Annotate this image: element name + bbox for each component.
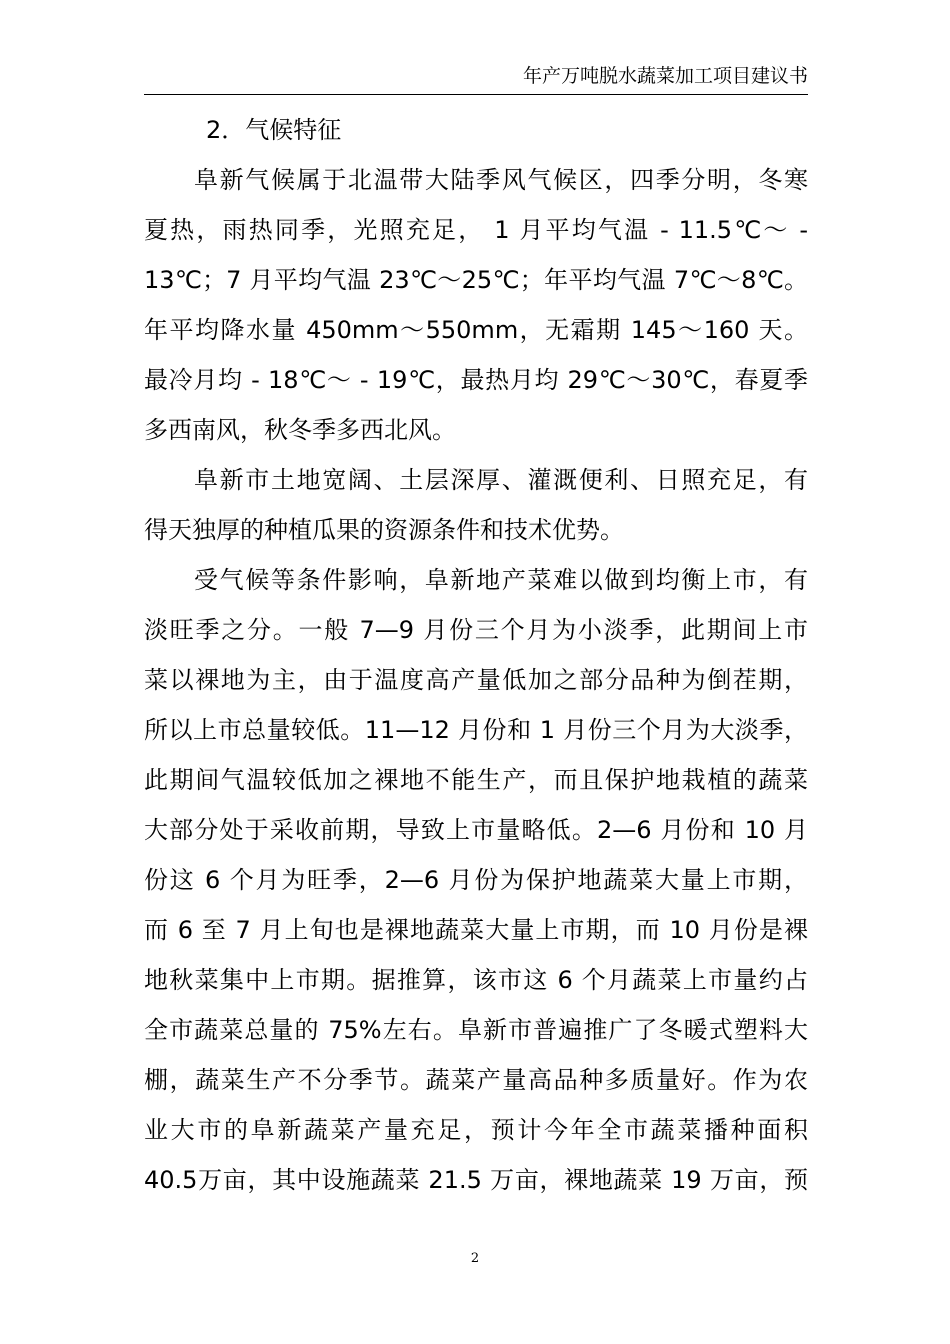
text-line: 年平均降水量 450mm～550mm，无霜期 145～160 天。 — [144, 316, 808, 344]
paragraph-land — [144, 455, 808, 555]
text-line: 阜新市土地宽阔、土层深厚、灌溉便利、日照充足，有 — [194, 466, 808, 494]
text-line: 淡旺季之分。一般 7—9 月份三个月为小淡季，此期间上市 — [144, 616, 808, 644]
text-line: 份这 6 个月为旺季，2—6 月份为保护地蔬菜大量上市期， — [144, 866, 808, 894]
text-line: 大部分处于采收前期，导致上市量略低。2—6 月份和 10 月 — [144, 816, 808, 844]
section-heading: 2．气候特征 — [206, 116, 342, 144]
paragraph-seasons — [144, 555, 808, 1205]
page-header — [144, 58, 808, 95]
page-number: 2 — [470, 1251, 480, 1266]
text-line: 地秋菜集中上市期。据推算，该市这 6 个月蔬菜上市量约占 — [144, 966, 808, 994]
text-line: 棚，蔬菜生产不分季节。蔬菜产量高品种多质量好。作为农 — [144, 1066, 808, 1094]
text-line: 受气候等条件影响，阜新地产菜难以做到均衡上市，有 — [194, 566, 808, 594]
text-line: 40.5万亩，其中设施蔬菜 21.5 万亩，裸地蔬菜 19 万亩，预 — [144, 1166, 808, 1194]
text-line: 13℃；7 月平均气温 23℃～25℃；年平均气温 7℃～8℃。 — [144, 266, 808, 294]
document-title: 年产万吨脱水蔬菜加工项目建议书 — [522, 65, 808, 87]
text-line: 多西南风，秋冬季多西北风。 — [144, 416, 456, 444]
text-line: 业大市的阜新蔬菜产量充足，预计今年全市蔬菜播种面积 — [144, 1116, 808, 1144]
text-line: 夏热，雨热同季，光照充足， 1 月平均气温 - 11.5℃～ - — [144, 216, 808, 244]
text-line: 所以上市总量较低。11—12 月份和 1 月份三个月为大淡季， — [144, 716, 808, 744]
text-line: 全市蔬菜总量的 75%左右。阜新市普遍推广了冬暖式塑料大 — [144, 1016, 808, 1044]
text-line: 菜以裸地为主，由于温度高产量低加之部分品种为倒茬期， — [144, 666, 808, 694]
text-line: 而 6 至 7 月上旬也是裸地蔬菜大量上市期，而 10 月份是裸 — [144, 916, 808, 944]
text-line: 阜新气候属于北温带大陆季风气候区，四季分明，冬寒 — [194, 166, 808, 194]
document-body — [144, 105, 808, 1205]
text-line: 得天独厚的种植瓜果的资源条件和技术优势。 — [144, 516, 624, 544]
paragraph-climate — [144, 155, 808, 455]
text-line: 最冷月均 - 18℃～ - 19℃，最热月均 29℃～30℃，春夏季 — [144, 366, 808, 394]
text-line: 此期间气温较低加之裸地不能生产，而且保护地栽植的蔬菜 — [144, 766, 808, 794]
